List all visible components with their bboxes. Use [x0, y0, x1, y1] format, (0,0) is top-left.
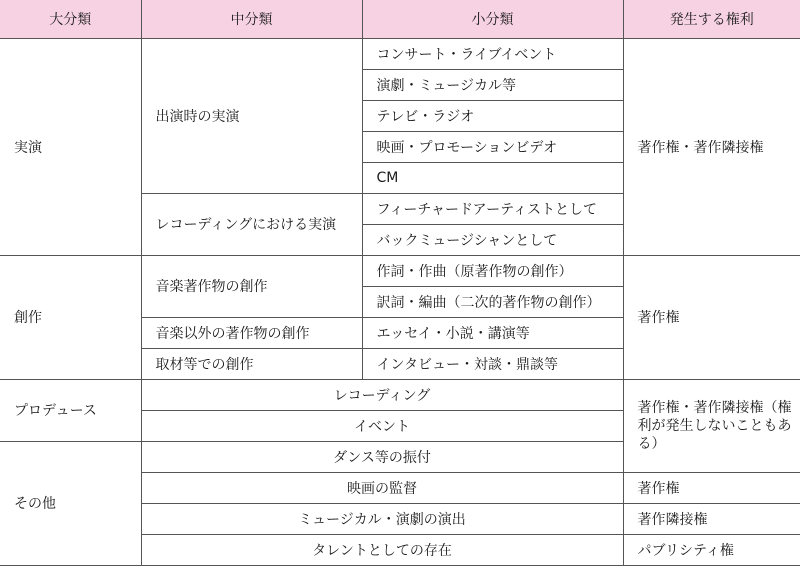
minor-cell: フィーチャードアーティストとして	[362, 193, 623, 224]
minor-cell: インタビュー・対談・鼎談等	[362, 348, 623, 379]
produce-item: イベント	[141, 410, 623, 441]
major-creation: 創作	[0, 255, 141, 379]
other-item: ミュージカル・演劇の演出	[141, 503, 623, 534]
rights-cell: パブリシティ権	[623, 534, 800, 565]
header-middle: 中分類	[141, 0, 362, 38]
minor-cell: 映画・プロモーションビデオ	[362, 131, 623, 162]
major-produce: プロデュース	[0, 379, 141, 441]
middle-nonmusic: 音楽以外の著作物の創作	[141, 317, 362, 348]
minor-cell: テレビ・ラジオ	[362, 100, 623, 131]
minor-cell: エッセイ・小説・講演等	[362, 317, 623, 348]
produce-item: レコーディング	[141, 379, 623, 410]
table-row	[0, 379, 800, 410]
header-minor: 小分類	[362, 0, 623, 38]
header-row	[0, 0, 800, 38]
minor-cell: 演劇・ミュージカル等	[362, 69, 623, 100]
rights-produce: 著作権・著作隣接権（権利が発生しないこともある）	[623, 379, 800, 472]
header-major: 大分類	[0, 0, 141, 38]
other-item: タレントとしての存在	[141, 534, 623, 565]
header-rights: 発生する権利	[623, 0, 800, 38]
minor-cell: CM	[362, 162, 623, 193]
rights-cell: 著作隣接権	[623, 503, 800, 534]
other-item: ダンス等の振付	[141, 441, 623, 472]
middle-music: 音楽著作物の創作	[141, 255, 362, 317]
middle-coverage: 取材等での創作	[141, 348, 362, 379]
major-other: その他	[0, 441, 141, 565]
other-item: 映画の監督	[141, 472, 623, 503]
rights-creation: 著作権	[623, 255, 800, 379]
minor-cell: 作詞・作曲（原著作物の創作）	[362, 255, 623, 286]
table-row	[0, 255, 800, 286]
rights-cell: 著作権	[623, 472, 800, 503]
rights-performance: 著作権・著作隣接権	[623, 38, 800, 255]
middle-live: 出演時の実演	[141, 38, 362, 193]
minor-cell: 訳詞・編曲（二次的著作物の創作）	[362, 286, 623, 317]
table-row	[0, 38, 800, 69]
middle-recording: レコーディングにおける実演	[141, 193, 362, 255]
minor-cell: バックミュージシャンとして	[362, 224, 623, 255]
major-performance: 実演	[0, 38, 141, 255]
minor-cell: コンサート・ライブイベント	[362, 38, 623, 69]
